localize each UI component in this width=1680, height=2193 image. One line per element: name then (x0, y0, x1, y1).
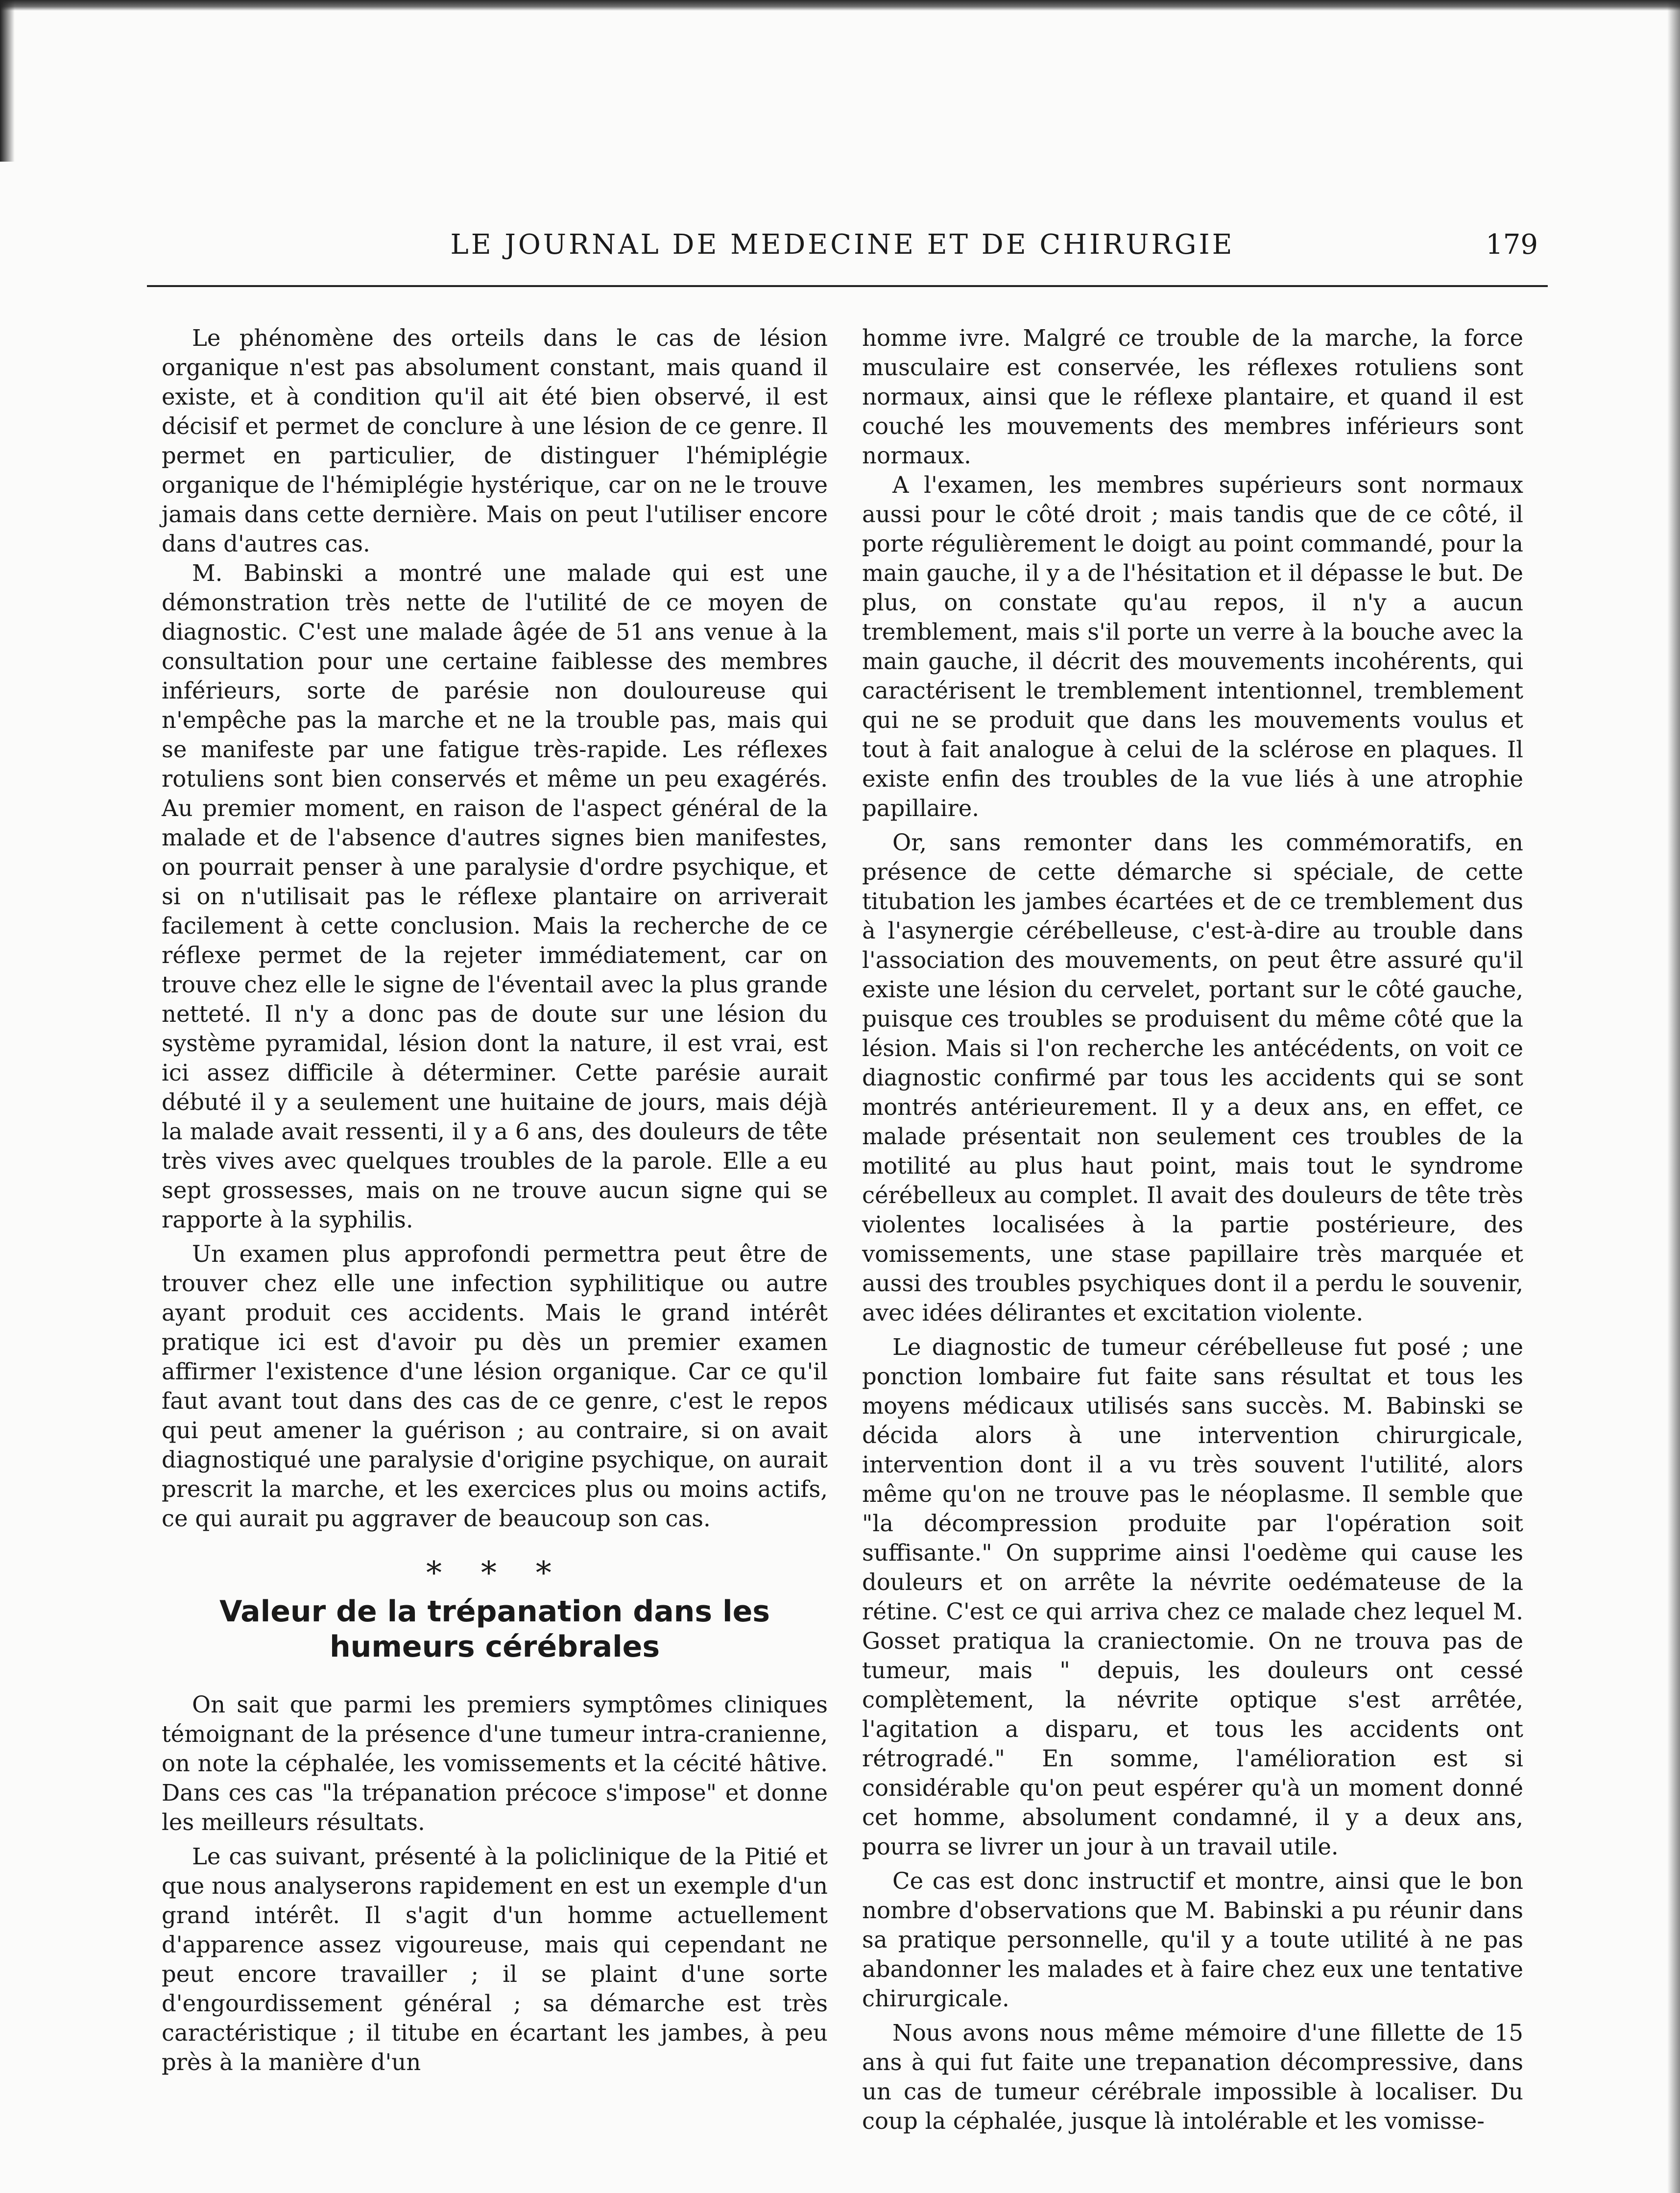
paragraph: M. Babinski a montré une malade qui est une démonstration très nette de l'utilité de ce moyen de diagnostic. C'est une malade âgée de 51 ans venue à la consultation pour une certaine faiblesse des membres inférieurs, sorte de parésie non douloureuse qui n'empêche pas la marche et ne la trouble pas, mais qui se manifeste par une fatigue très-rapide. Les réflexes rotuliens sont bien conservés et même un peu exagérés. Au premier moment, en raison de l'aspect général de la malade et de l'absence d'autres signes bien manifestes, on pourrait penser à une paralysie d'ordre psychique, et si on n'utilisait pas le réflexe plantaire on arriverait facilement à cette conclusion. Mais la recherche de ce réflexe permet de la rejeter immédiatement, car on trouve chez elle le signe de l'éventail avec la plus grande netteté. Il n'y a donc pas de doute sur une lésion du système pyramidal, lésion dont la nature, il est vrai, est ici assez difficile à déterminer. Cette parésie aurait débuté il y a seulement une huitaine de jours, mais déjà la malade avait ressenti, il y a 6 ans, des douleurs de tête très vives avec quelques troubles de la parole. Elle a eu sept grossesses, mais on ne trouve aucun signe qui se rapporte à la syphilis. (162, 560, 828, 1233)
paragraph: Nous avons nous même mémoire d'une fillette de 15 ans à qui fut faite une trepanation décompressive, dans un cas de tumeur cérébrale impossible à localiser. Du coup la céphalée, jusque là intolérable et les vomisse- (862, 2020, 1523, 2134)
paragraph: homme ivre. Malgré ce trouble de la marche, la force musculaire est conservée, les réflexes rotuliens sont normaux, ainsi que le réflexe plantaire, et quand il est couché les mouvements des membres inférieurs sont normaux. (862, 325, 1523, 469)
paragraph: On sait que parmi les premiers symptômes cliniques témoignant de la présence d'une tumeur intra-cranienne, on note la céphalée, les vomissements et la cécité hâtive. Dans ces cas "la trépanation précoce s'impose" et donne les meilleurs résultats. (162, 1691, 828, 1835)
scan-edge-right (1667, 0, 1680, 2193)
paragraph: Le cas suivant, présenté à la policlinique de la Pitié et que nous analyserons rapidement en est un exemple d'un grand intérêt. Il s'agit d'un homme actuellement d'apparence assez vigoureuse, mais qui cependant ne peut encore travailler ; il se plaint d'une sorte d'engourdissement général ; sa démarche est très caractéristique ; il titube en écartant les jambes, à peu près à la manière d'un (162, 1843, 828, 2075)
paragraph: Le diagnostic de tumeur cérébelleuse fut posé ; une ponction lombaire fut faite sans résultat et tous les moyens médicaux utilisés sans succès. M. Babinski se décida alors à une intervention chirurgicale, intervention dont il a vu très souvent l'utilité, alors même qu'on ne trouve pas le néoplasme. Il semble que "la décompression produite par l'opération soit suffisante." On supprime ainsi l'oedème qui cause les douleurs et on arrête la névrite oedémateuse de la rétine. C'est ce qui arriva chez ce malade chez lequel M. Gosset pratiqua la craniectomie. On ne trouva pas de tumeur, mais " depuis, les douleurs ont cessé complètement, la névrite optique s'est arrêtée, l'agitation a disparu, et tous les accidents ont rétrogradé." En somme, l'amélioration est si considérable qu'on peut espérer qu'à un moment donné cet homme, absolument condamné, il y a deux ans, pourra se livrer un jour à un travail utile. (862, 1334, 1523, 1860)
paragraph: Un examen plus approfondi permettra peut être de trouver chez elle une infection syphilitique ou autre ayant produit ces accidents. Mais le grand intérêt pratique ici est d'avoir pu dès un premier examen affirmer l'existence d'une lésion organique. Car ce qu'il faut avant tout dans des cas de ce genre, c'est le repos qui peut amener la guérison ; au contraire, si on avait diagnostiqué une paralysie d'origine psychique, on aurait prescrit la marche, et les exercices plus ou moins actifs, ce qui aurait pu aggraver de beaucoup son cas. (162, 1241, 828, 1532)
left-column (162, 323, 828, 2077)
section-heading: Valeur de la trépanation dans les humeurs cérébrales (219, 1594, 770, 1664)
right-column (862, 323, 1523, 2136)
header-rule (147, 285, 1548, 287)
scan-edge-top (0, 0, 1680, 11)
section-break-asterisks: ∗ ∗ ∗ (423, 1549, 566, 1585)
running-head (147, 225, 1538, 265)
paragraph: Le phénomène des orteils dans le cas de lésion organique n'est pas absolument constant, mais quand il existe, et à condition qu'il ait été bien observé, il est décisif et permet de conclure à une lésion de ce genre. Il permet en particulier, de distinguer l'hémiplégie organique de l'hémiplégie hystérique, car on ne le trouve jamais dans cette dernière. Mais on peut l'utiliser encore dans d'autres cas. (162, 325, 828, 557)
paragraph: Ce cas est donc instructif et montre, ainsi que le bon nombre d'observations que M. Babinski a pu réunir dans sa pratique personnelle, qu'il y a toute utilité à ne pas abandonner les malades et à faire chez eux une tentative chirurgicale. (862, 1868, 1523, 2012)
scan-edge-left (0, 0, 15, 162)
running-title: LE JOURNAL DE MEDECINE ET DE CHIRURGIE (450, 229, 1235, 261)
paragraph: Or, sans remonter dans les commémoratifs, en présence de cette démarche si spéciale, de cette titubation les jambes écartées et de ce tremblement dus à l'asynergie cérébelleuse, c'est-à-dire au trouble dans l'association des mouvements, on peut être assuré qu'il existe une lésion du cervelet, portant sur le côté gauche, puisque ces troubles se produisent du même côté que la lésion. Mais si l'on recherche les antécédents, on voit ce diagnostic confirmé par tous les accidents qui se sont montrés antérieurement. Il y a deux ans, en effet, ce malade présentait non seulement ces troubles de la motilité au plus haut point, mais tout le syndrome cérébelleux au complet. Il avait des douleurs de tête très violentes localisées à la partie postérieure, des vomissements, une stase papillaire très marquée et aussi des troubles psychiques dont il a perdu le souvenir, avec idées délirantes et excitation violente. (862, 829, 1523, 1326)
page-number: 179 (1486, 229, 1538, 261)
paragraph: A l'examen, les membres supérieurs sont normaux aussi pour le côté droit ; mais tandis que de ce côté, il porte régulièrement le doigt au point commandé, pour la main gauche, il y a de l'hésitation et il dépasse le but. De plus, on constate qu'au repos, il n'y a aucun tremblement, mais s'il porte un verre à la bouche avec la main gauche, il décrit des mouvements incohérents, qui caractérisent le tremblement intentionnel, tremblement qui ne se produit que dans les mouvements voulus et tout à fait analogue à celui de la sclérose en plaques. Il existe enfin des troubles de la vue liés à une atrophie papillaire. (862, 472, 1523, 821)
